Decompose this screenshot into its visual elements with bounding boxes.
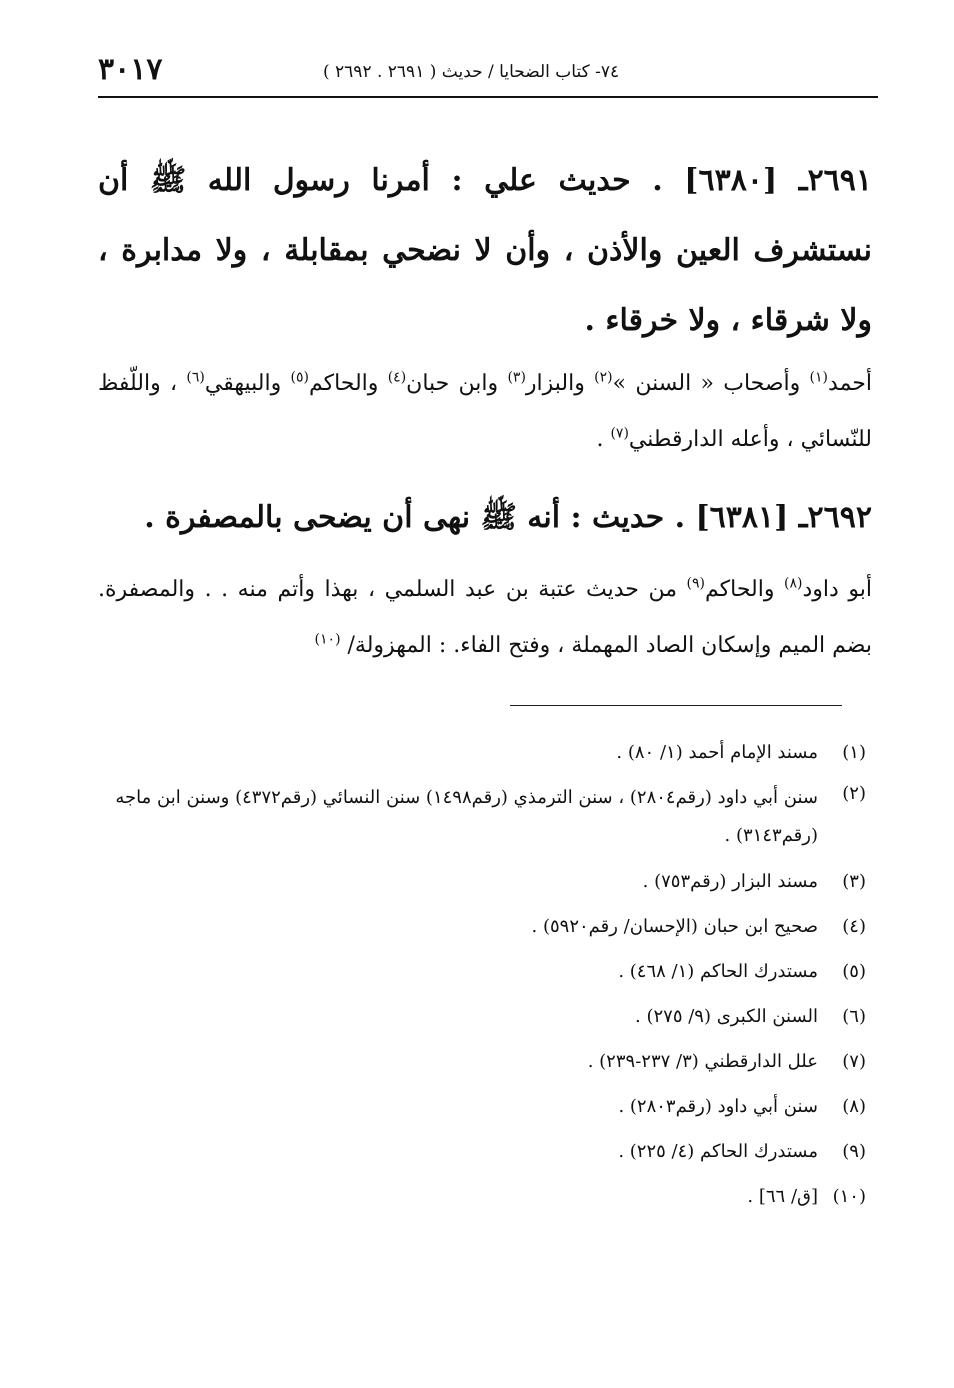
footnote-ref[interactable]: (١٠) [314,631,341,648]
hadith-2692 [98,490,872,546]
footnote-item [98,904,866,949]
takhrij-text: ، واللّفظ للنّسائي ، وأعله الدارقطني [98,371,872,452]
takhrij-2691 [98,356,872,468]
footnote-item [98,730,866,775]
takhrij-text: وابن حبان [406,371,508,396]
footnote-text: سنن أبي داود (رقم٢٨٠٣) . [618,1096,818,1117]
footnote-ref[interactable]: (٤) [387,369,407,386]
takhrij-text: والبزار [525,371,595,396]
takhrij-text: أبو داود [802,577,872,602]
hadith-text: حديث : أنه ﷺ نهى أن يضحى بالمصفرة . [144,500,665,535]
footnote-number: (٨) [842,1096,866,1117]
footnote-text: مستدرك الحاكم (٤/ ٢٢٥) . [618,1141,818,1162]
footnote-ref[interactable]: (٣) [507,369,526,386]
page-header [98,52,878,98]
takhrij-2692 [98,562,872,674]
takhrij-text: وأصحاب « السنن » [612,371,810,396]
footnote-number: (٦) [842,1006,866,1027]
footnote-text: سنن أبي داود (رقم٢٨٠٤) ، سنن الترمذي (رقم١٤٩٨) سنن النسائي (رقم٤٣٧٢) وسنن ابن ماجه (رقم٣١٤٣) . [115,787,818,846]
footnotes-list [98,730,866,1219]
footnote-item [98,1129,866,1174]
footnote-item [98,994,866,1039]
footnote-number: (٣) [842,871,866,892]
takhrij-text: من حديث عتبة بن عبد السلمي ، بهذا وأتم منه . . والمصفرة. بضم الميم وإسكان الصاد المهملة ، وفتح الفاء. : المهزولة/ [98,577,872,658]
footnote-number: (٤) [842,916,866,937]
footnote-ref[interactable]: (٥) [290,369,309,386]
header-rule [98,96,878,98]
footnote-item [98,1174,866,1219]
takhrij-text: والبيهقي [204,371,291,396]
footnote-item [98,859,866,904]
footnote-text: [ق/ ٦٦] . [747,1186,818,1207]
footnote-ref[interactable]: (١) [809,369,829,386]
running-title: ٧٤- كتاب الضحايا / حديث ( ٢٦٩١ . ٢٦٩٢ ) [323,62,620,82]
footnote-ref[interactable]: (٩) [686,575,706,592]
page-number: ٣٠١٧ [98,52,163,87]
footnote-text: مسند الإمام أحمد (١/ ٨٠) . [616,742,818,763]
footnote-number: (٩) [842,1141,866,1162]
hadith-number: ٢٦٩١ـ [٦٣٨٠] . [630,163,873,198]
footnote-ref[interactable]: (٢) [594,369,613,386]
takhrij-text: أحمد [828,371,872,396]
footnote-item [98,1084,866,1129]
takhrij-text: والحاكم [705,577,785,602]
footnote-text: السنن الكبرى (٩/ ٢٧٥) . [635,1006,818,1027]
footnote-ref[interactable]: (٧) [610,425,629,442]
hadith-2691 [98,146,872,356]
footnote-number: (٥) [842,961,866,982]
footnote-text: علل الدارقطني (٣/ ٢٣٧-٢٣٩) . [587,1051,818,1072]
footnote-number: (١) [842,742,866,763]
takhrij-text: . [596,427,611,452]
hadith-number: ٢٦٩٢ـ [٦٣٨١] . [664,500,872,535]
footnote-number: (٧) [842,1051,866,1072]
footnote-text: مسند البزار (رقم٧٥٣) . [642,871,818,892]
footnote-number: (١٠) [832,1186,866,1207]
footnote-ref[interactable]: (٦) [186,369,205,386]
footnote-divider [510,705,842,706]
footnote-item [98,1039,866,1084]
footnote-ref[interactable]: (٨) [784,575,803,592]
takhrij-text: والحاكم [308,371,388,396]
footnote-text: مستدرك الحاكم (١/ ٤٦٨) . [618,961,818,982]
hadith-text: حديث علي : أمرنا رسول الله ﷺ أن نستشرف العين والأذن ، وأن لا نضحي بمقابلة ، ولا مدابرة ، ولا شرقاء ، ولا خرقاء . [98,163,872,338]
footnote-item [98,949,866,994]
footnote-text: صحيح ابن حبان (الإحسان/ رقم٥٩٢٠) . [531,916,818,937]
footnote-number: (٢) [842,783,866,804]
footnote-item [98,775,866,859]
